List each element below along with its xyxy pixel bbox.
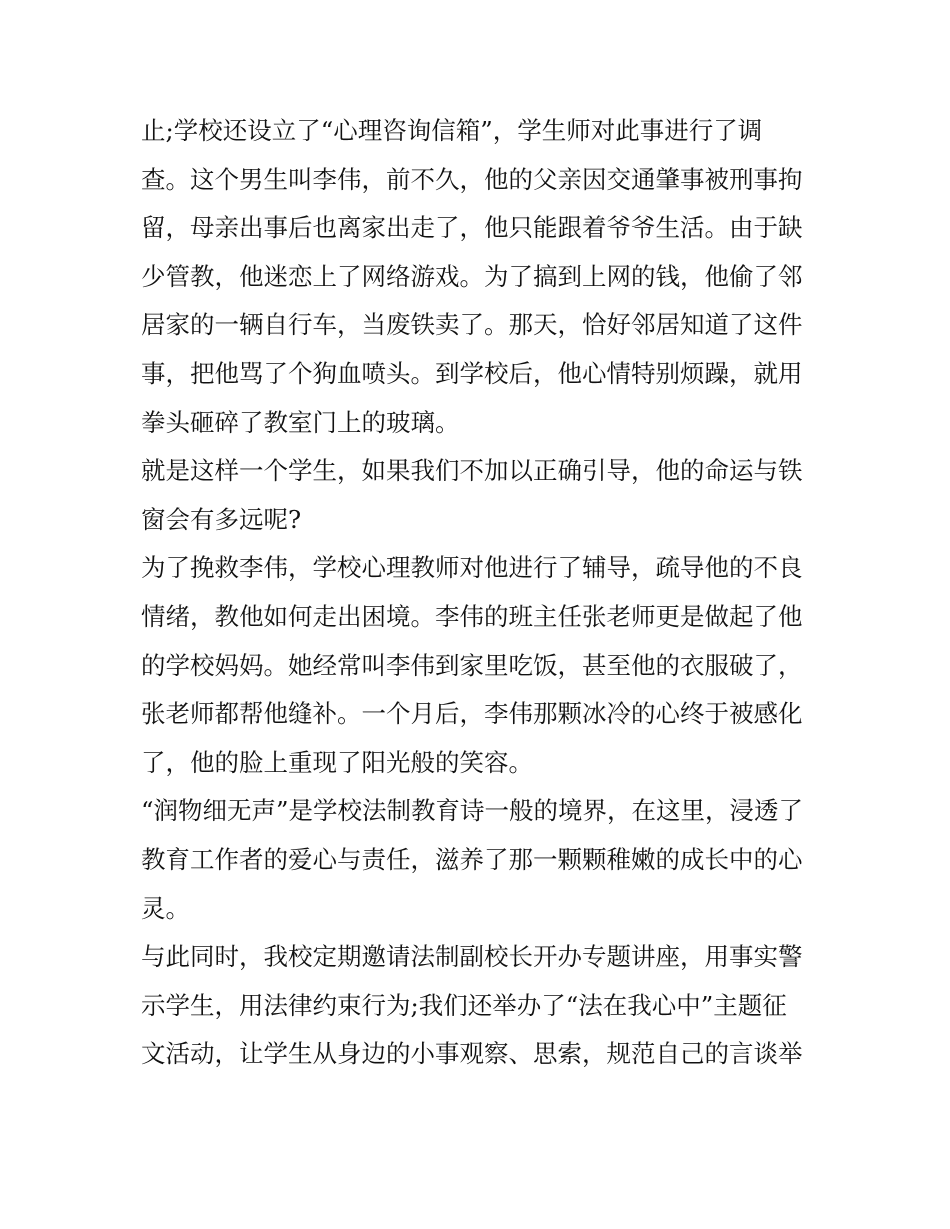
text-line: 窗会有多远呢?	[141, 504, 302, 534]
text-line: “润物细无声”是学校法制教育诗一般的境界，在这里，浸透了	[141, 796, 804, 826]
text-line: 查。这个男生叫李伟，前不久，他的父亲因交通肇事被刑事拘	[141, 164, 803, 194]
text-line: 留，母亲出事后也离家出走了，他只能跟着爷爷生活。由于缺	[141, 213, 803, 243]
text-line: 了，他的脸上重现了阳光般的笑容。	[141, 747, 533, 777]
text-line: 教育工作者的爱心与责任，滋养了那一颗颗稚嫩的成长中的心	[141, 844, 803, 874]
text-line: 居家的一辆自行车，当废铁卖了。那天，恰好邻居知道了这件	[141, 310, 803, 340]
text-line: 示学生，用法律约束行为;我们还举办了“法在我心中”主题征	[141, 990, 787, 1020]
text-line: 情绪，教他如何走出困境。李伟的班主任张老师更是做起了他	[141, 601, 803, 631]
text-line: 为了挽救李伟，学校心理教师对他进行了辅导，疏导他的不良	[141, 553, 803, 583]
text-line: 的学校妈妈。她经常叫李伟到家里吃饭，甚至他的衣服破了，	[141, 650, 803, 680]
text-line: 灵。	[141, 893, 190, 923]
body-text	[141, 107, 816, 1079]
text-line: 文活动，让学生从身边的小事观察、思索，规范自己的言谈举	[141, 1039, 803, 1069]
text-line: 与此同时，我校定期邀请法制副校长开办专题讲座，用事实警	[141, 942, 803, 972]
text-line: 少管教，他迷恋上了网络游戏。为了搞到上网的钱，他偷了邻	[141, 261, 803, 291]
text-line: 事，把他骂了个狗血喷头。到学校后，他心情特别烦躁，就用	[141, 358, 803, 388]
text-line: 止;学校还设立了“心理咨询信箱”，学生师对此事进行了调	[141, 116, 763, 145]
text-line: 就是这样一个学生，如果我们不加以正确引导，他的命运与铁	[141, 456, 803, 486]
text-line: 张老师都帮他缝补。一个月后，李伟那颗冰冷的心终于被感化	[141, 699, 803, 729]
text-line: 拳头砸碎了教室门上的玻璃。	[141, 407, 460, 437]
